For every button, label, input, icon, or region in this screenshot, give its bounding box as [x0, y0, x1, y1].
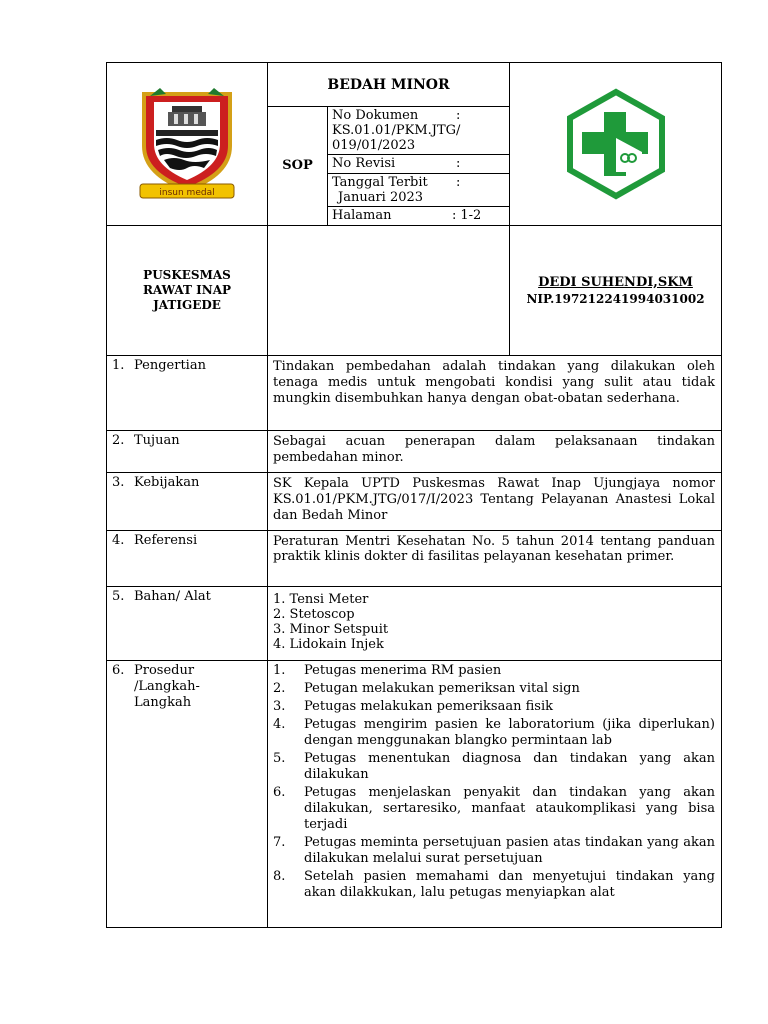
section-number: 3.	[112, 475, 125, 490]
section-content-pengertian: Tindakan pembedahan adalah tindakan yang dilakukan oleh tenaga medis untuk mengobati kondisi yang sulit atau tidak mungkin disembuhkan hanya dengan obat-obatan sederhana.	[268, 356, 722, 431]
tanggal-terbit-cell	[328, 174, 510, 207]
section-title-line-2: /Langkah-	[134, 679, 200, 694]
step-number: 4.	[273, 717, 286, 732]
procedure-step	[273, 717, 715, 749]
section-content-kebijakan: SK Kepala UPTD Puskesmas Rawat Inap Ujungjaya nomor KS.01.01/PKM.JTG/017/I/2023 Tentang Pelayanan Anastesi Lokal dan Bedah Minor	[268, 473, 722, 531]
procedure-step	[273, 869, 715, 901]
section-content-referensi: Peraturan Mentri Kesehatan No. 5 tahun 2014 tentang panduan praktik klinis dokter di fasilitas pelayanan kesehatan primer.	[268, 531, 722, 587]
tanggal-terbit-value: Januari 2023	[338, 190, 424, 205]
sop-label: SOP	[268, 107, 328, 226]
step-number: 8.	[273, 869, 286, 884]
halaman-value: 1-2	[460, 208, 482, 223]
section-label-prosedur	[107, 661, 268, 928]
step-text: Petugas menerima RM pasien	[304, 663, 502, 678]
sop-table	[106, 62, 722, 928]
list-item: 2. Stetoscop	[273, 607, 355, 622]
step-number: 5.	[273, 751, 286, 766]
list-item: 3. Minor Setspuit	[273, 622, 389, 637]
step-text: Petugas mengirim pasien ke laboratorium (jika diperlukan) dengan menggunakan blangko permintaan lab	[304, 717, 715, 748]
left-logo-cell	[107, 63, 268, 226]
section-title-line-3: Langkah	[134, 695, 192, 710]
section-number: 1.	[112, 358, 125, 373]
section-label-tujuan	[107, 431, 268, 473]
separator: :	[456, 108, 461, 123]
signatory-name: DEDI SUHENDI,SKM	[538, 274, 693, 290]
procedure-step	[273, 785, 715, 833]
emblem-banner-text: insun medal	[159, 188, 215, 198]
step-text: Setelah pasien memahami dan menyetujui tindakan yang akan dilakkukan, lalu petugas menyiapkan alat	[304, 869, 715, 900]
no-dokumen-cell	[328, 107, 510, 155]
organization-name-line-3: JATIGEDE	[153, 298, 221, 312]
section-number: 4.	[112, 533, 125, 548]
signatory-nip: NIP.197212241994031002	[526, 291, 705, 306]
section-title: Bahan/ Alat	[134, 589, 211, 604]
section-label-bahan-alat	[107, 587, 268, 661]
step-text: Petugas menjelaskan penyakit dan tindakan yang akan dilakukan, sertaresiko, manfaat ataukomplikasi yang bisa terjadi	[304, 785, 715, 832]
puskesmas-logo	[564, 88, 668, 200]
step-number: 1.	[273, 663, 286, 678]
halaman-cell	[328, 207, 510, 226]
organization-name-line-2: RAWAT INAP	[142, 283, 232, 297]
no-dokumen-label: No Dokumen	[332, 108, 419, 123]
empty-signature-space	[268, 226, 510, 356]
step-number: 2.	[273, 681, 286, 696]
list-item: 1. Tensi Meter	[273, 592, 369, 607]
step-text: Petugan melakukan pemeriksan vital sign	[304, 681, 580, 696]
section-label-referensi	[107, 531, 268, 587]
procedure-step	[273, 751, 715, 783]
no-revisi-cell	[328, 155, 510, 174]
no-revisi-label: No Revisi	[332, 156, 396, 171]
section-content-tujuan: Sebagai acuan penerapan dalam pelaksanaan tindakan pembedahan minor.	[268, 431, 722, 473]
procedure-step	[273, 699, 715, 715]
step-number: 6.	[273, 785, 286, 800]
section-title-line-1: Prosedur	[134, 663, 195, 678]
section-number: 2.	[112, 433, 125, 448]
section-number: 5.	[112, 589, 125, 604]
section-number: 6.	[112, 663, 125, 678]
section-title: Kebijakan	[134, 475, 200, 490]
organization-name-line-1: PUSKESMAS	[143, 268, 231, 282]
signatory-cell	[510, 226, 722, 356]
section-title: Tujuan	[134, 433, 180, 448]
halaman-label: Halaman	[332, 208, 392, 223]
list-item: 4. Lidokain Injek	[273, 637, 384, 652]
procedure-step	[273, 681, 715, 697]
section-content-bahan-alat	[268, 587, 722, 661]
section-label-pengertian	[107, 356, 268, 431]
section-title: Pengertian	[134, 358, 206, 373]
procedure-step	[273, 835, 715, 867]
step-number: 3.	[273, 699, 286, 714]
tanggal-terbit-label: Tanggal Terbit	[332, 175, 428, 190]
section-content-prosedur	[268, 661, 722, 928]
step-text: Petugas menentukan diagnosa dan tindakan yang akan dilakukan	[304, 751, 715, 782]
right-logo-cell	[510, 63, 722, 226]
organization-cell	[107, 226, 268, 356]
separator: :	[456, 156, 461, 171]
separator: :	[452, 208, 457, 223]
section-label-kebijakan	[107, 473, 268, 531]
step-text: Petugas melakukan pemeriksaan fisik	[304, 699, 553, 714]
step-text: Petugas meminta persetujuan pasien atas tindakan yang akan dilakukan melalui surat persetujuan	[304, 835, 715, 866]
no-dokumen-value: KS.01.01/PKM.JTG/ 019/01/2023	[332, 123, 461, 153]
section-title: Referensi	[134, 533, 198, 548]
step-number: 7.	[273, 835, 286, 850]
document-title: BEDAH MINOR	[268, 63, 510, 107]
separator: :	[456, 175, 461, 190]
district-emblem-logo	[132, 84, 242, 204]
procedure-step	[273, 663, 715, 679]
